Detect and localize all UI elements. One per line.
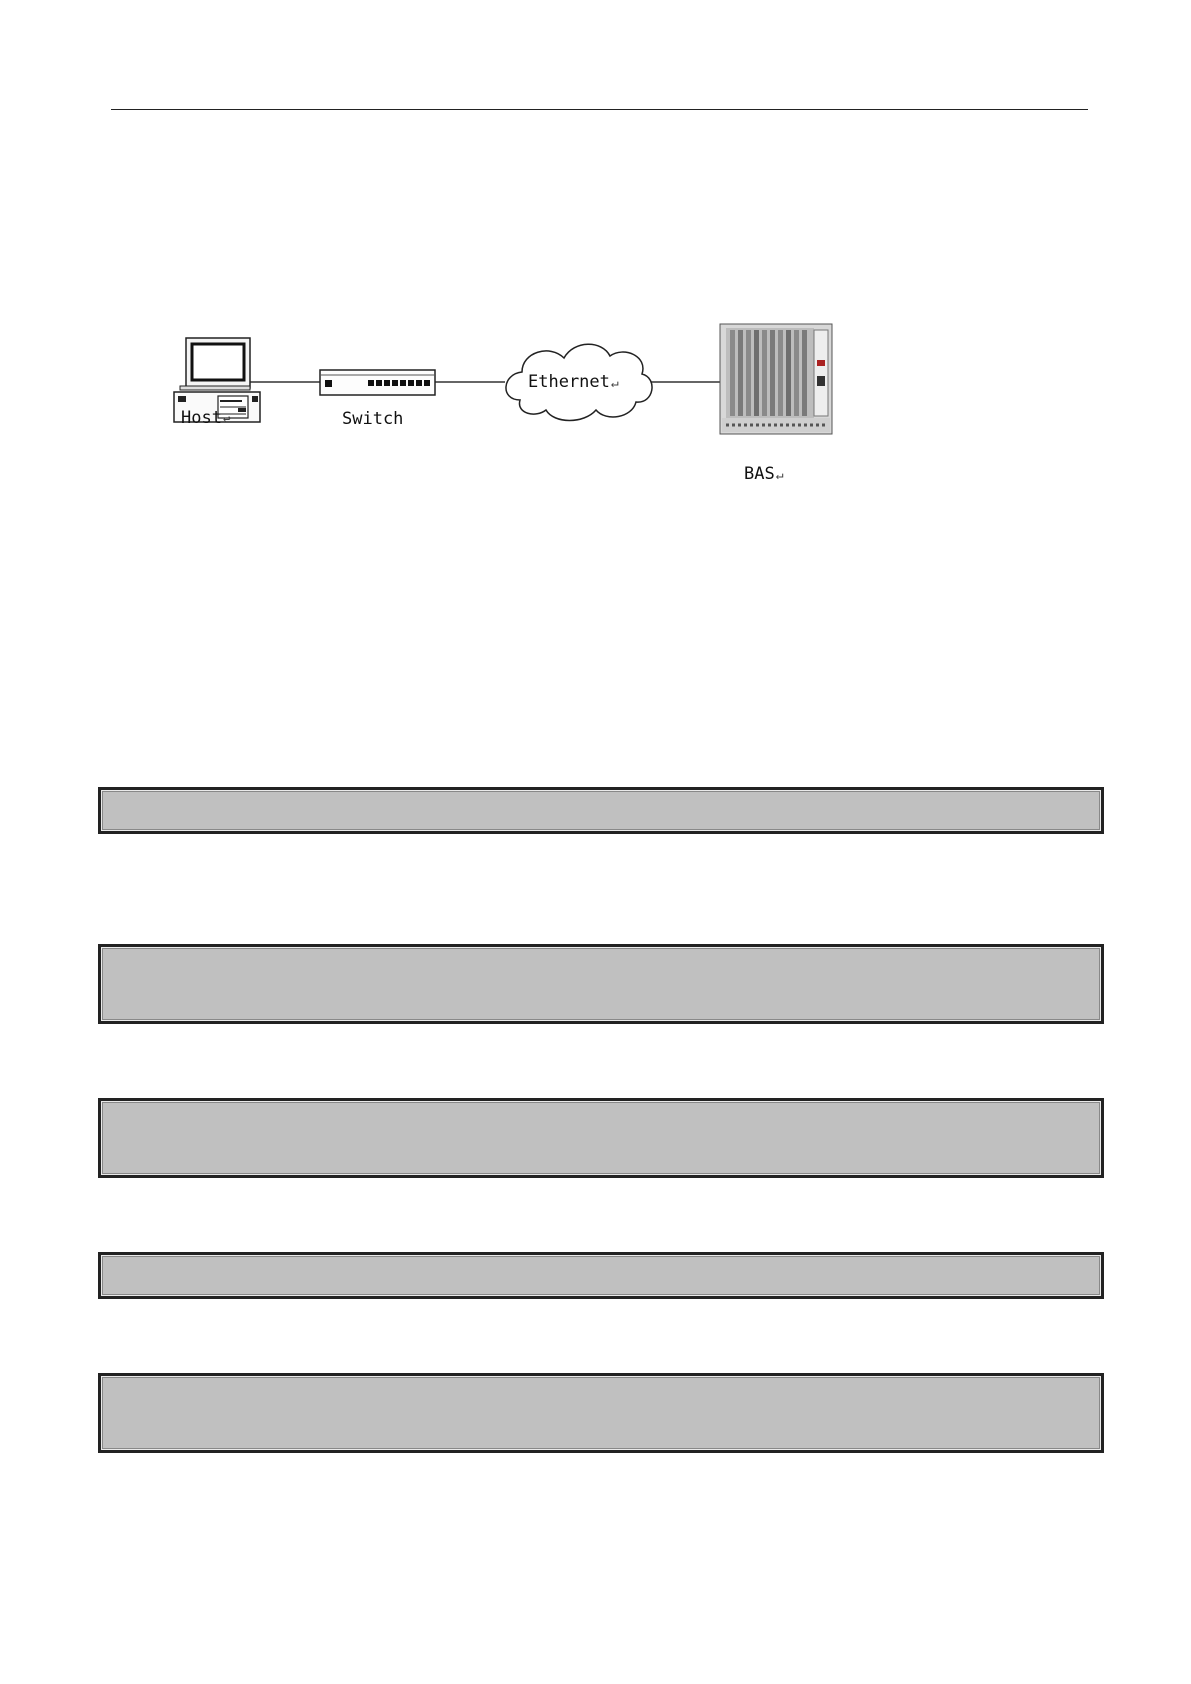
code-box-2 [98, 944, 1104, 1024]
code-box-3 [98, 1098, 1104, 1178]
header-rule [111, 109, 1088, 110]
bas-label: BAS↵ [744, 464, 784, 484]
network-topology-diagram [150, 300, 870, 500]
switch-label: Switch [342, 409, 404, 429]
network-switch-icon [320, 370, 435, 395]
host-label: Host↩ [181, 408, 231, 428]
ethernet-label: Ethernet↵ [528, 372, 619, 392]
code-box-4 [98, 1252, 1104, 1299]
server-rack-icon [720, 324, 832, 434]
code-box-5 [98, 1373, 1104, 1453]
code-box-1 [98, 787, 1104, 834]
